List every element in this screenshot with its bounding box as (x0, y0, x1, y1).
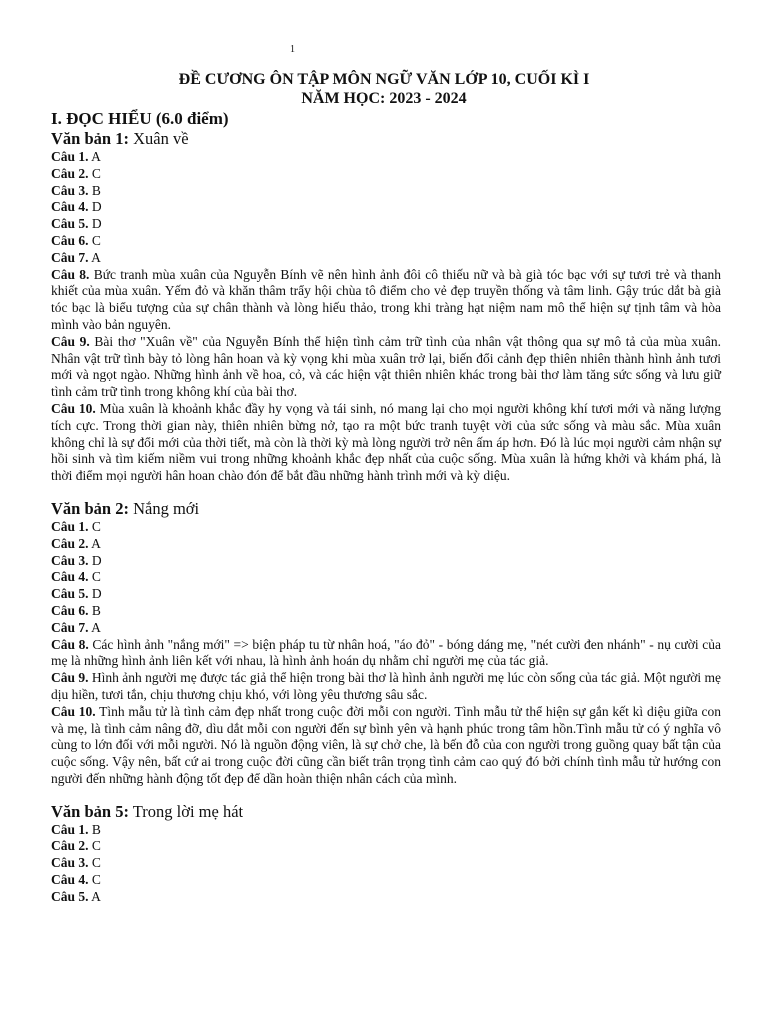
question-label: Câu 3. (51, 182, 89, 198)
question-answer: C (88, 872, 101, 888)
question-label: Câu 8. (51, 636, 89, 652)
text-block-5 (51, 802, 721, 906)
text-title: Trong lời mẹ hát (128, 801, 244, 821)
question-answer: C (88, 855, 101, 871)
question-label: Câu 2. (51, 535, 89, 551)
question-label: Câu 3. (51, 855, 89, 871)
question-item (51, 250, 721, 267)
question-item (51, 872, 721, 889)
question-item (51, 670, 721, 704)
question-item (51, 216, 721, 233)
question-answer: D (88, 586, 102, 602)
question-item (51, 199, 721, 216)
question-label: Câu 4. (51, 569, 89, 585)
question-item (51, 620, 721, 637)
question-label: Câu 7. (51, 619, 89, 635)
question-label: Câu 7. (51, 249, 89, 265)
question-item (51, 603, 721, 620)
question-item (51, 149, 721, 166)
text-heading (51, 499, 721, 519)
question-item (51, 569, 721, 586)
question-answer: Bức tranh mùa xuân của Nguyễn Bính vẽ nên hình ảnh đôi cô thiếu nữ và bà già tóc bạc với sự tươi trẻ và thanh khiết của mùa xuân. Yếm đỏ và khăn thâm trẩy hội chùa tô điểm cho vẻ đẹp truyền thống và tâm linh. Gậy trúc dắt bà già tóc bạc là biểu tượng của sự chân thành và lòng hiếu thảo, trong khi tràng hạt niệm nam mô thể hiện sự tịnh tâm và hòa mình vào bản nguyên. (51, 266, 722, 332)
question-label: Câu 10. (51, 703, 96, 719)
section-heading: I. ĐỌC HIỂU (6.0 điểm) (51, 109, 229, 128)
question-label: Câu 5. (51, 586, 89, 602)
text-block-1 (51, 129, 721, 485)
question-label: Câu 4. (51, 199, 89, 215)
question-answer: C (88, 838, 101, 854)
question-item (51, 334, 721, 401)
question-answer: C (88, 569, 101, 585)
text-label: Văn bản 1: (51, 129, 129, 148)
question-item (51, 637, 721, 671)
question-label: Câu 4. (51, 872, 89, 888)
title-line-1: ĐỀ CƯƠNG ÔN TẬP MÔN NGỮ VĂN LỚP 10, CUỐI KÌ I (178, 71, 590, 88)
question-label: Câu 6. (51, 602, 89, 618)
question-label: Câu 5. (51, 216, 89, 232)
question-label: Câu 2. (51, 165, 89, 181)
text-label: Văn bản 5: (51, 801, 129, 821)
question-answer: A (88, 249, 101, 265)
question-answer: Hình ảnh người mẹ được tác giả thể hiện trong bài thơ là hình ảnh người mẹ lúc còn sống của tác giả. Một người mẹ dịu hiền, tươi tắn, chịu thương chịu khó, với lòng yêu thương sâu sắc. (51, 670, 721, 702)
document-body (51, 109, 721, 906)
question-label: Câu 2. (51, 838, 89, 854)
question-item (51, 233, 721, 250)
text-heading (51, 802, 721, 822)
question-answer: A (88, 888, 101, 904)
question-label: Câu 5. (51, 888, 89, 904)
question-answer: C (88, 165, 101, 181)
question-answer: C (88, 518, 101, 534)
question-label: Câu 1. (51, 518, 89, 534)
question-answer: A (88, 149, 101, 164)
question-label: Câu 3. (51, 552, 89, 568)
question-answer: B (88, 602, 101, 618)
question-answer: A (88, 619, 101, 635)
question-item (51, 838, 721, 855)
question-item (51, 889, 721, 906)
question-label: Câu 9. (51, 333, 90, 349)
question-answer: Bài thơ "Xuân về" của Nguyễn Bính thể hiện tình cảm trữ tình của nhân vật thông qua sự mô tả của mùa xuân. Nhân vật trữ tình bày tỏ lòng hân hoan và kỳ vọng khi mùa xuân trở lại, biến đổi cảnh đẹp thiên nhiên thành hình ảnh tươi mới và ngọt ngào. Những hình ảnh về hoa, cỏ, và các hiện vật thiên nhiên khác trong bài thơ làm tăng sức sống và lưu giữ tình cảm trữ tình trong không khí của bài thơ. (51, 333, 721, 400)
question-item (51, 401, 721, 485)
question-item (51, 553, 721, 570)
text-block-2 (51, 499, 721, 788)
question-answer: Tình mẫu tử là tình cảm đẹp nhất trong cuộc đời mỗi con người. Tình mẫu tử thể hiện sự gắn kết kì diệu giữa con và mẹ, là tình cảm nâng đỡ, dìu dắt mỗi con người đến sự bình yên và hạnh phúc trong tâm hồn.Tình mẫu tử có ý nghĩa vô cùng to lớn đối với mỗi người. Nó là nguồn động viên, là sự chở che, là bến đỗ của con người trong guồng quay bất tận của cuộc sống. Vậy nên, bất cứ ai trong cuộc đời cũng cần biết trân trọng tình cảm cao quý đó bởi chính tình mẫu tử hướng con người đến những hành động tốt đẹp để dần hoàn thiện nhân cách của mình. (51, 703, 722, 786)
question-item (51, 519, 721, 536)
question-label: Câu 1. (51, 149, 89, 164)
question-answer: D (88, 216, 102, 232)
question-answer: D (88, 199, 102, 215)
question-label: Câu 6. (51, 232, 89, 248)
title-line-2: NĂM HỌC: 2023 - 2024 (301, 90, 467, 107)
question-item (51, 586, 721, 603)
question-answer: C (88, 232, 101, 248)
text-label: Văn bản 2: (51, 498, 129, 518)
question-label: Câu 8. (51, 266, 90, 282)
question-item (51, 855, 721, 872)
question-answer: B (88, 821, 101, 837)
question-label: Câu 9. (51, 670, 89, 686)
question-answer: B (88, 182, 101, 198)
question-item (51, 183, 721, 200)
question-answer: Các hình ảnh "nắng mới" => biện pháp tu từ nhân hoá, "áo đỏ" - bóng dáng mẹ, "nét cười đen nhánh" - nụ cười của mẹ là những hình ảnh liên kết với nhau, là hình ảnh hoán dụ nhằm chỉ người mẹ của tác giả. (51, 636, 721, 669)
question-item (51, 267, 721, 334)
question-answer: Mùa xuân là khoảnh khắc đầy hy vọng và tái sinh, nó mang lại cho mọi người không khí tươi mới và năng lượng tích cực. Trong thời gian này, thiên nhiên bừng nở, tạo ra một bức tranh tuyệt vời của sức sống và màu sắc. Mùa xuân không chỉ là sự đổi mới của thời tiết, mà còn là thời kỳ mà lòng người trở nên ấm áp hơn. Đó là lúc mọi người cảm nhận sự hồi sinh và tìm kiếm niềm vui trong những khoảnh khắc đẹp nhất của cuộc sống. Mùa xuân là hứng khởi và khám phá, là thời điểm mọi người hân hoan chào đón để bắt đầu những hành trình mới và kỳ diệu. (51, 400, 721, 484)
text-title: Xuân về (128, 129, 189, 148)
page-number: 1 (290, 44, 295, 55)
document-title (0, 70, 768, 108)
question-answer: D (88, 552, 102, 568)
question-label: Câu 10. (51, 400, 96, 416)
text-title: Nắng mới (128, 498, 200, 518)
question-item (51, 704, 721, 788)
question-label: Câu 1. (51, 821, 89, 837)
question-item (51, 166, 721, 183)
question-item (51, 536, 721, 553)
question-item (51, 822, 721, 839)
text-heading (51, 129, 721, 149)
question-answer: A (88, 535, 101, 551)
